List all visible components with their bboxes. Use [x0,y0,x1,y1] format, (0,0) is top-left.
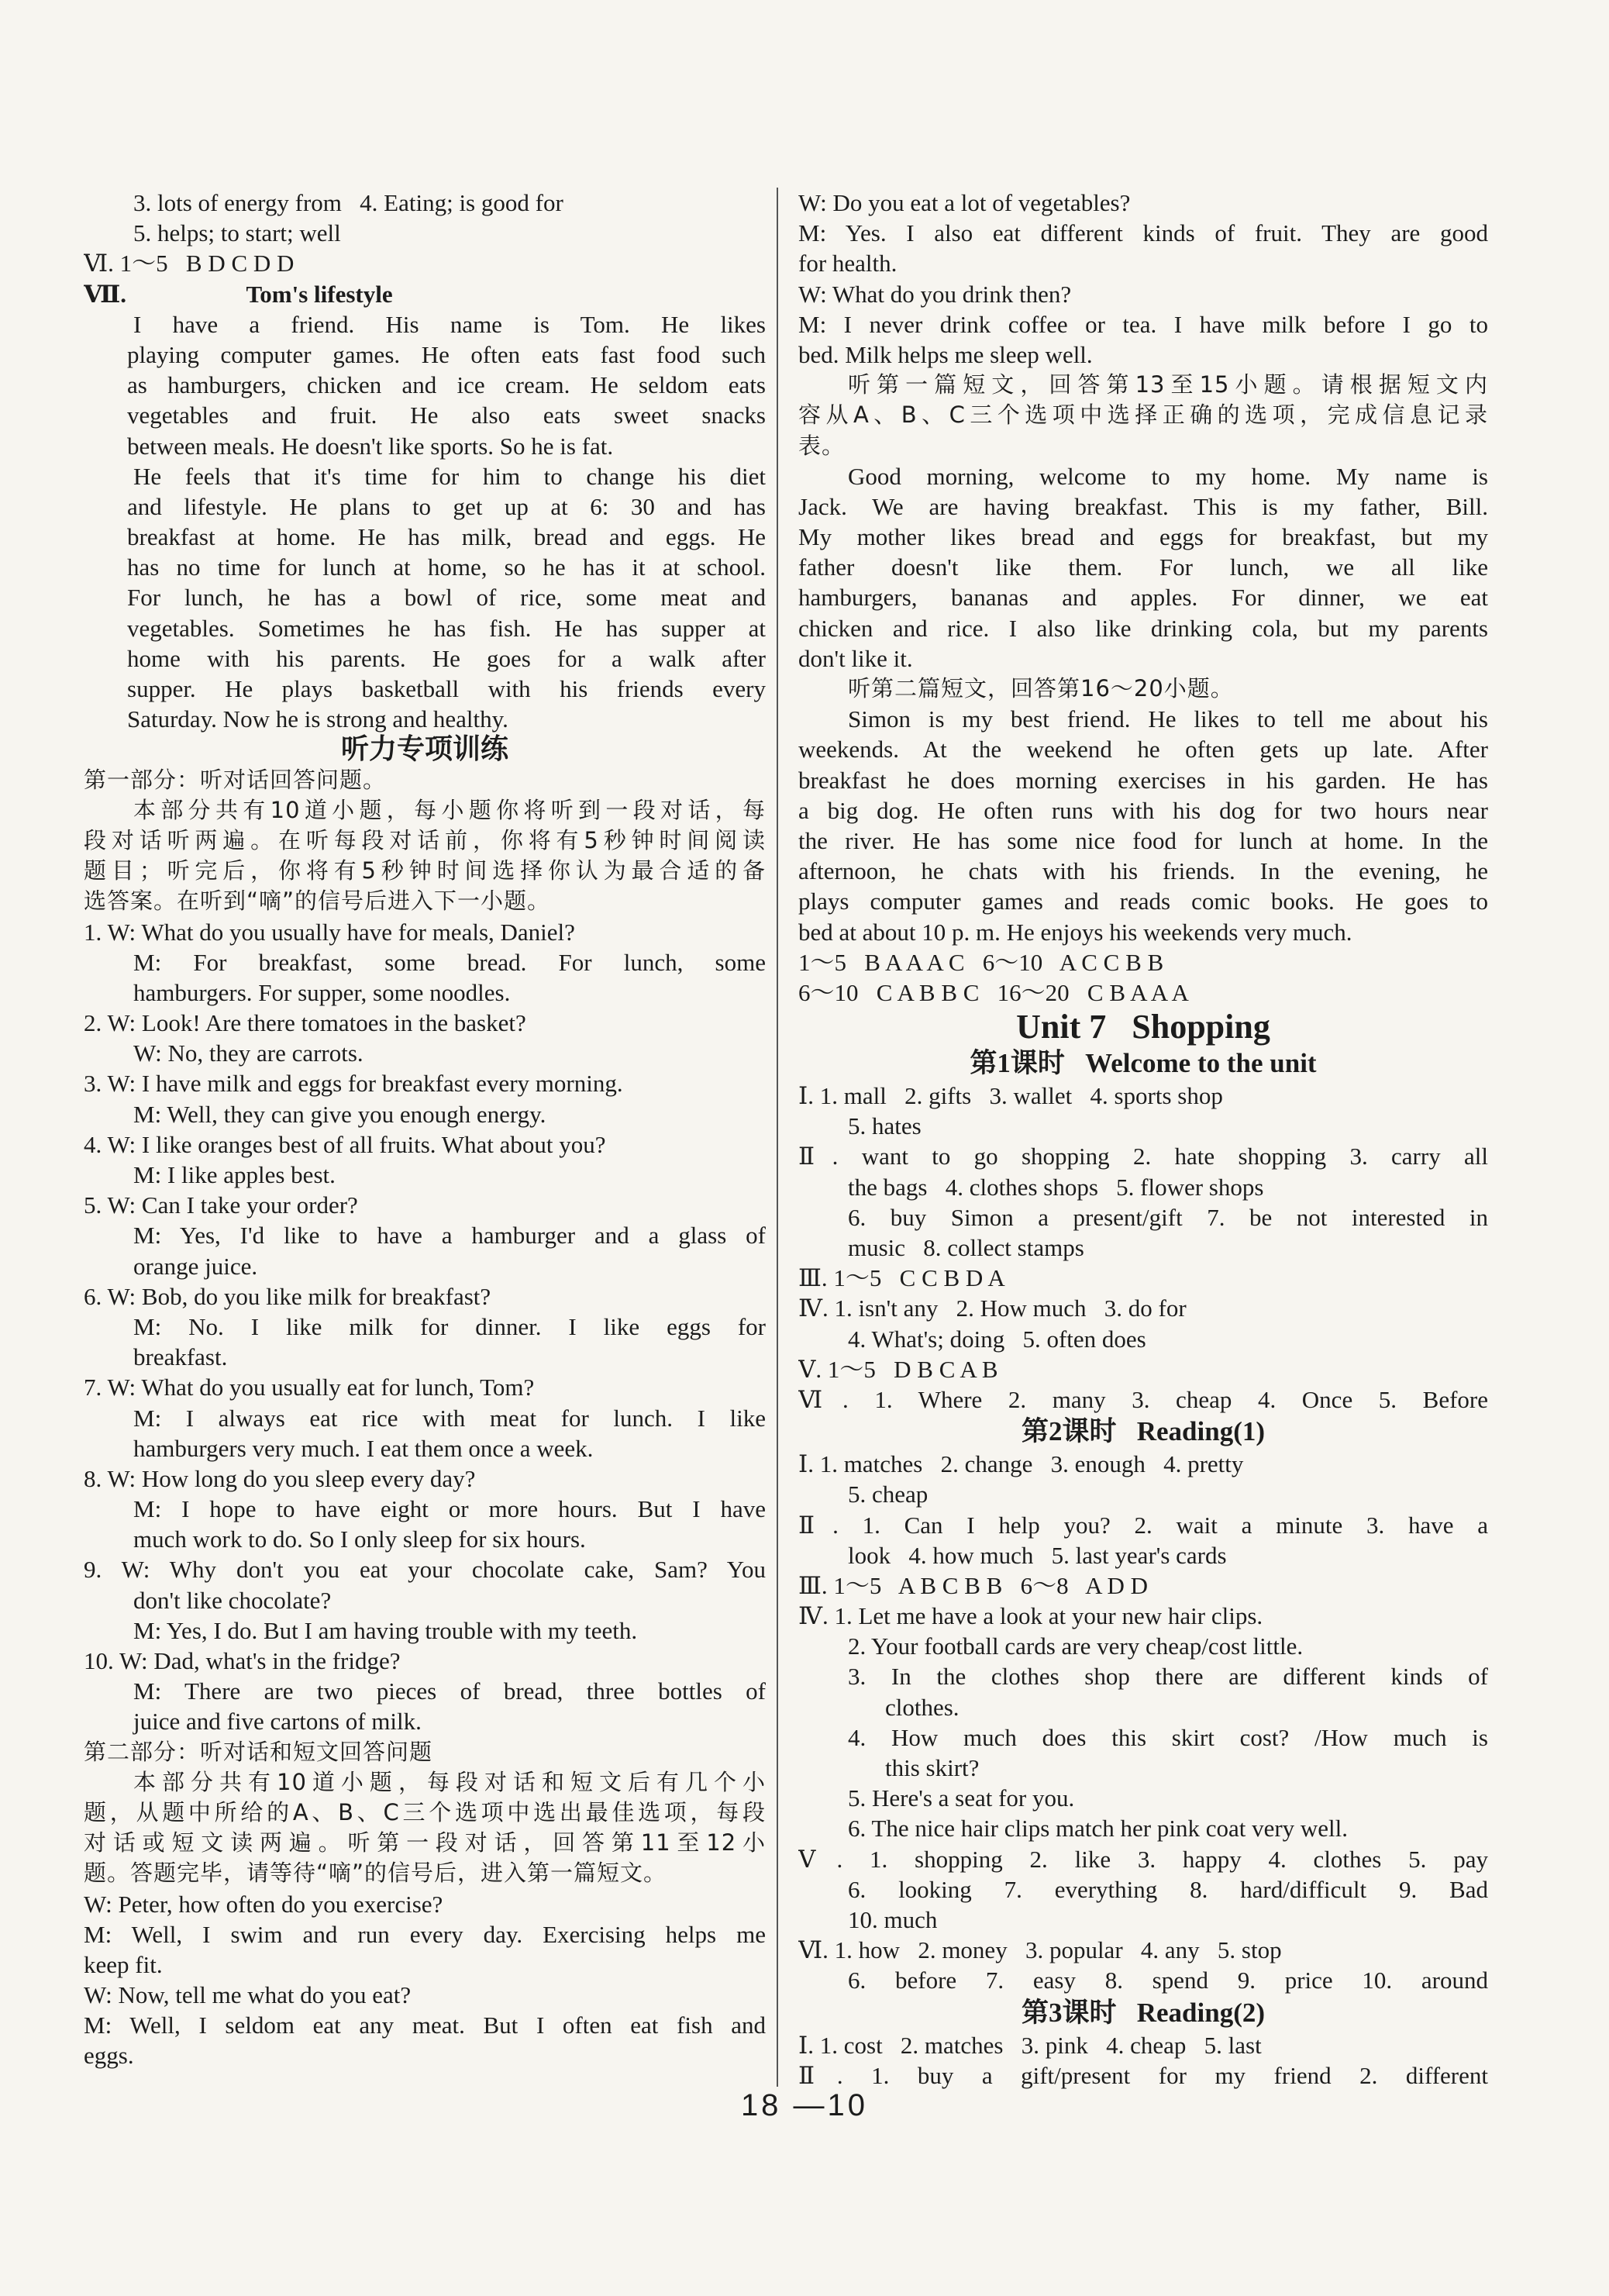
right-line: 表。 [798,432,846,459]
right-line: Ⅱ. 1. Can I help you? 2. wait a minute 3. have a [798,1511,1488,1539]
left-line: playing computer games. He often eats fast food such [127,340,766,368]
left-line: hamburgers very much. I eat them once a week. [133,1434,594,1462]
right-line: music 8. collect stamps [848,1234,1084,1261]
left-line: 1. W: What do you usually have for meals, Daniel? [84,918,575,946]
left-line: supper. He plays basketball with his friends every [127,675,766,702]
left-line: much work to do. So I only sleep for six hours. [133,1525,586,1553]
right-line: Ⅰ. 1. cost 2. matches 3. pink 4. cheap 5. last [798,2031,1262,2059]
left-line: W: Peter, how often do you exercise? [84,1890,443,1918]
left-line: 5. W: Can I take your order? [84,1191,358,1219]
right-line: weekends. At the weekend he often gets up late. After [798,736,1488,764]
left-line: breakfast at home. He has milk, bread and eggs. He [127,523,766,551]
right-line: Ⅰ. 1. matches 2. change 3. enough 4. pretty [798,1450,1244,1478]
left-line: M: Yes, I do. But I am having trouble with my teeth. [133,1616,638,1644]
right-line: 4. What's; doing 5. often does [848,1325,1146,1353]
left-line: M: I always eat rice with meat for lunch. I like [133,1404,766,1432]
left-line: 对话或短文读两遍。听第一段对话，回答第11至12小 [84,1829,766,1856]
left-line: 3. W: I have milk and eggs for breakfast every morning. [84,1070,623,1098]
left-line: 6. W: Bob, do you like milk for breakfast? [84,1282,491,1310]
left-line: M: I hope to have eight or more hours. But I have [133,1495,766,1523]
left-line: M: No. I like milk for dinner. I like eggs for [133,1312,766,1340]
right-line: plays computer games and reads comic books. He goes to [798,888,1488,915]
right-line: 听第二篇短文，回答第16～20小题。 [848,675,1234,702]
left-line: Ⅵ. 1～5 B D C D D [84,250,295,278]
left-line: eggs. [84,2042,134,2070]
right-line: 5. cheap [848,1481,929,1508]
left-line: home with his parents. He goes for a walk after [127,644,766,672]
left-line: keep fit. [84,1950,163,1978]
left-line: vegetables and fruit. He also eats sweet snacks [127,402,766,429]
right-line: chicken and rice. I also like drinking cola, but my parents [798,614,1488,642]
right-line: 第3课时 Reading(2) [1021,1997,1266,2028]
left-line: M: For breakfast, some bread. For lunch, some [133,948,766,976]
left-line: 听力专项训练 [340,734,508,765]
left-line: W: No, they are carrots. [133,1039,363,1067]
left-line: I have a friend. His name is Tom. He likes [133,310,766,338]
right-line: Jack. We are having breakfast. This is my father, Bill. [798,492,1488,520]
right-line: 6. looking 7. everything 8. hard/difficult 9. Bad [848,1875,1488,1903]
left-line: M: Well, I swim and run every day. Exercising helps me [84,1920,766,1948]
right-column [798,188,1488,2091]
right-line: afternoon, he chats with his friends. In the evening, he [798,857,1488,885]
right-line: Good morning, welcome to my home. My name is [848,462,1488,490]
right-line: bed at about 10 p. m. He enjoys his weekends very much. [798,918,1352,946]
right-line: 6. The nice hair clips match her pink coat very well. [848,1815,1349,1843]
left-line: 段对话听两遍。在听每段对话前，你将有5秒钟时间阅读 [84,826,766,853]
left-line: don't like chocolate? [133,1586,332,1614]
left-line: between meals. He doesn't like sports. So he is fat. [127,432,614,460]
left-line: orange juice. [133,1252,258,1280]
right-line: Unit 7 Shopping [1016,1008,1270,1046]
right-line: 5. Here's a seat for you. [848,1784,1075,1812]
left-line: For lunch, he has a bowl of rice, some meat and [127,584,766,612]
left-line: 题，从题中所给的A、B、C三个选项中选出最佳选项，每段 [84,1798,766,1825]
right-line: Ⅱ. want to go shopping 2. hate shopping 3. carry all [798,1143,1488,1170]
left-line: 3. lots of energy from 4. Eating; is good for [133,189,563,216]
left-line: M: Well, they can give you enough energy. [133,1100,546,1128]
left-line: M: Yes, I'd like to have a hamburger and a glass of [133,1222,766,1250]
right-line: 第2课时 Reading(1) [1021,1416,1266,1447]
left-line: 2. W: Look! Are there tomatoes in the basket? [84,1009,526,1037]
left-column [84,188,766,2071]
right-line: Ⅰ. 1. mall 2. gifts 3. wallet 4. sports shop [798,1082,1223,1110]
right-line: Ⅴ. 1. shopping 2. like 3. happy 4. clothes 5. pay [798,1845,1488,1873]
left-line: M: There are two pieces of bread, three bottles of [133,1677,766,1705]
right-line: Ⅵ. 1. how 2. money 3. popular 4. any 5. stop [798,1936,1282,1964]
left-line: juice and five cartons of milk. [133,1708,422,1736]
right-line: 1～5 B A A A C 6～10 A C C B B [798,948,1164,976]
left-line: 本部分共有10道小题，每段对话和短文后有几个小 [133,1768,766,1795]
right-line: Ⅵ. 1. Where 2. many 3. cheap 4. Once 5. Before [798,1385,1488,1413]
right-line: for health. [798,250,898,278]
right-line: Ⅳ. 1. isn't any 2. How much 3. do for [798,1295,1187,1322]
right-line: Ⅴ. 1～5 D B C A B [798,1355,998,1383]
right-line: Simon is my best friend. He likes to tell me about his [848,705,1488,733]
right-line: 6～10 C A B B C 16～20 C B A A A [798,978,1189,1006]
left-line: 4. W: I like oranges best of all fruits. What about you? [84,1130,606,1158]
left-line: and lifestyle. He plans to get up at 6: 30 and has [127,492,766,520]
right-line: 容从A、B、C三个选项中选择正确的选项，完成信息记录 [798,402,1488,429]
right-line: breakfast he does morning exercises in his garden. He has [798,766,1488,794]
right-line: 5. hates [848,1112,922,1140]
right-line: 听第一篇短文，回答第13至15小题。请根据短文内 [848,371,1488,398]
right-line: 第1课时 Welcome to the unit [970,1048,1317,1079]
right-line: Ⅲ. 1～5 C C B D A [798,1264,1005,1292]
right-line: 4. How much does this skirt cost? /How much is [848,1723,1488,1751]
right-line: My mother likes bread and eggs for breakfast, but my [798,523,1488,551]
left-line: 选答案。在听到“嘀”的信号后进入下一小题。 [84,888,551,915]
left-line: as hamburgers, chicken and ice cream. He seldom eats [127,371,766,399]
left-line: 本部分共有10道小题，每小题你将听到一段对话，每 [133,796,766,823]
right-line: 2. Your football cards are very cheap/cost little. [848,1632,1304,1660]
left-line: breakfast. [133,1343,228,1371]
right-line: Ⅲ. 1～5 A B C B B 6～8 A D D [798,1571,1149,1599]
right-line: W: What do you drink then? [798,280,1072,308]
right-line: clothes. [885,1693,960,1721]
right-line: the river. He has some nice food for lunch at home. In the [798,826,1488,854]
right-line: this skirt? [885,1754,980,1781]
right-line: look 4. how much 5. last year's cards [848,1541,1227,1569]
right-line: Ⅱ. 1. buy a gift/present for my friend 2. different [798,2061,1488,2089]
left-line: 7. W: What do you usually eat for lunch, Tom? [84,1374,535,1401]
left-line: 题。答题完毕，请等待“嘀”的信号后，进入第一篇短文。 [84,1860,667,1887]
left-line: W: Now, tell me what do you eat? [84,1981,412,2009]
right-line: father doesn't like them. For lunch, we all like [798,553,1488,581]
right-line: 3. In the clothes shop there are different kinds of [848,1663,1488,1691]
left-line: hamburgers. For supper, some noodles. [133,978,511,1006]
left-line: 10. W: Dad, what's in the fridge? [84,1647,401,1674]
left-line: 第二部分：听对话和短文回答问题 [84,1738,433,1765]
right-line: a big dog. He often runs with his dog for two hours near [798,796,1488,824]
left-line: vegetables. Sometimes he has fish. He has supper at [127,614,766,642]
right-line: Ⅳ. 1. Let me have a look at your new hair clips. [798,1602,1263,1630]
left-line: 8. W: How long do you sleep every day? [84,1464,476,1492]
left-line: Saturday. Now he is strong and healthy. [127,705,508,733]
left-line: M: Well, I seldom eat any meat. But I often eat fish and [84,2012,766,2039]
column-divider [777,188,778,2087]
left-line: 9. W: Why don't you eat your chocolate cake, Sam? You [84,1556,766,1584]
left-line: 5. helps; to start; well [133,219,341,247]
page-number: 18 —10 [740,2088,869,2122]
right-line: bed. Milk helps me sleep well. [798,340,1093,368]
right-line: 6. buy Simon a present/gift 7. be not interested in [848,1203,1488,1231]
left-line: Ⅶ. Tom's lifestyle [84,280,393,308]
right-line: don't like it. [798,644,913,672]
left-line: 题目；听完后，你将有5秒钟时间选择你认为最合适的备 [84,857,766,884]
right-line: the bags 4. clothes shops 5. flower shops [848,1173,1264,1201]
right-line: M: Yes. I also eat different kinds of fruit. They are good [798,219,1488,247]
left-line: 第一部分：听对话回答问题。 [84,766,387,793]
right-line: M: I never drink coffee or tea. I have milk before I go to [798,310,1488,338]
left-line: has no time for lunch at home, so he has it at school. [127,553,766,581]
left-line: M: I like apples best. [133,1161,336,1188]
right-line: hamburgers, bananas and apples. For dinner, we eat [798,584,1488,612]
right-line: 10. much [848,1905,938,1933]
right-line: W: Do you eat a lot of vegetables? [798,189,1131,216]
right-line: 6. before 7. easy 8. spend 9. price 10. around [848,1967,1488,1994]
left-line: He feels that it's time for him to change his diet [133,462,766,490]
